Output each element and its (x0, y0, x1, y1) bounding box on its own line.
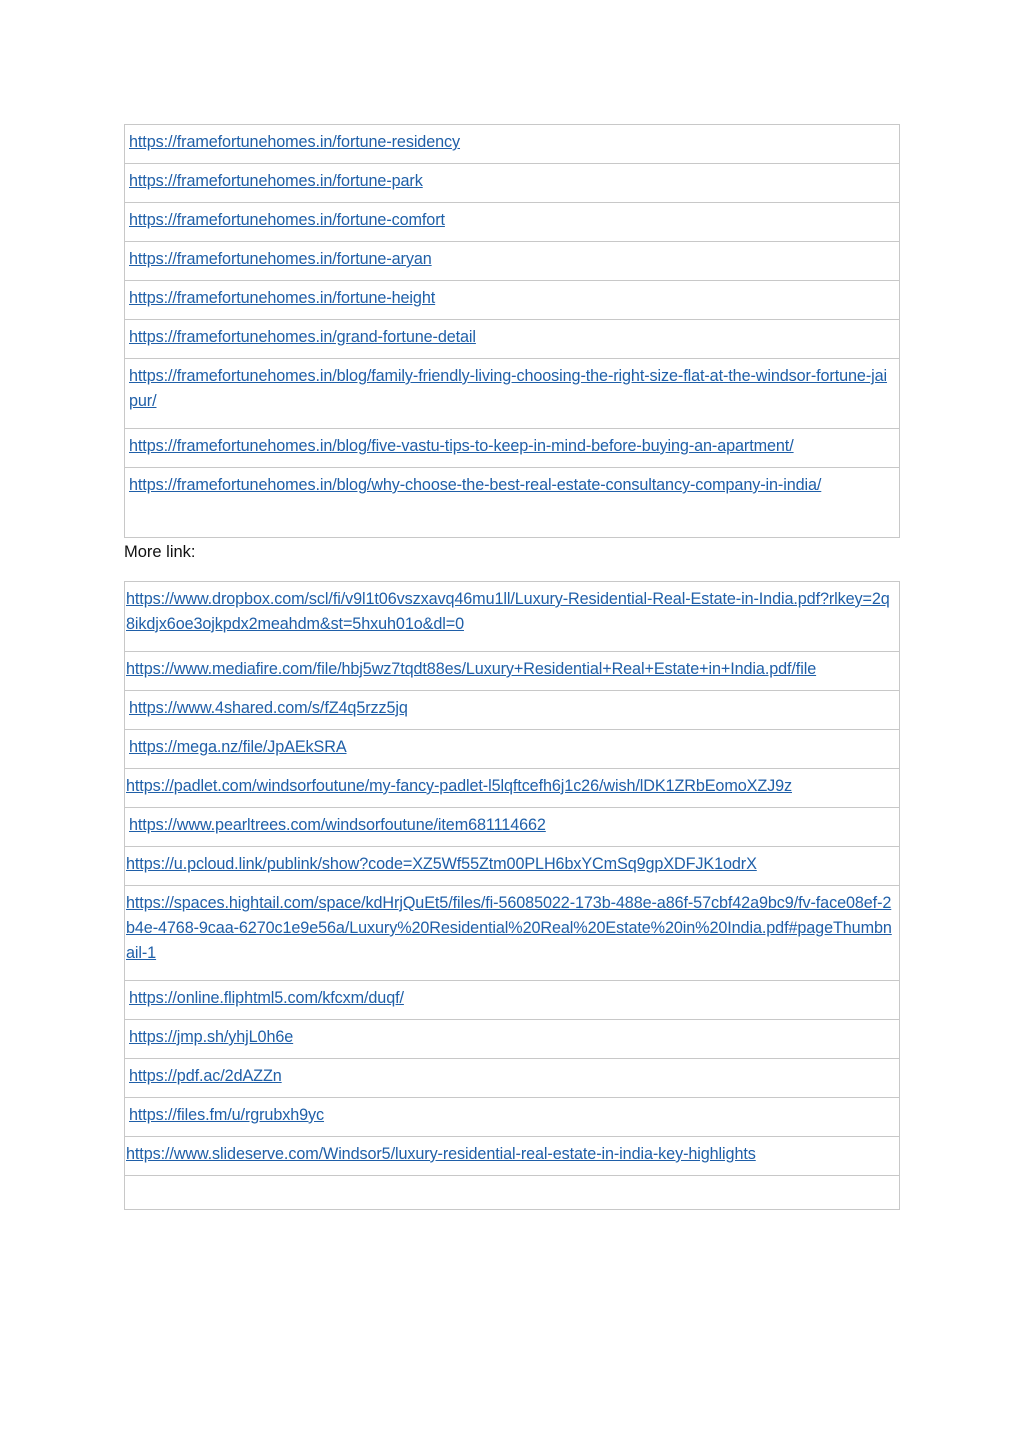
empty-cell (125, 1176, 900, 1210)
link-fortune-park[interactable]: https://framefortunehomes.in/fortune-park (129, 172, 423, 190)
link-slideserve[interactable]: https://www.slideserve.com/Windsor5/luxury-residential-real-estate-in-india-key-highlights (126, 1145, 756, 1163)
table-row (125, 203, 900, 242)
table-row (125, 981, 900, 1020)
link-jmp[interactable]: https://jmp.sh/yhjL0h6e (129, 1028, 294, 1046)
link-pdf-ac[interactable]: https://pdf.ac/2dAZZn (129, 1067, 282, 1085)
link-dropbox[interactable]: https://www.dropbox.com/scl/fi/v9l1t06vszxavq46mu1ll/Luxury-Residential-Real-Estate-in-India.pdf?rlkey=2q8ikdjx6oe3ojkpdx2meahdm&st=5hxuh01o&dl=0 (126, 590, 890, 633)
table-row (125, 582, 900, 652)
table-row (125, 808, 900, 847)
table-row (125, 1176, 900, 1210)
link-mega[interactable]: https://mega.nz/file/JpAEkSRA (129, 738, 347, 756)
link-files-fm[interactable]: https://files.fm/u/rgrubxh9yc (129, 1106, 325, 1124)
table-row (125, 125, 900, 164)
link-pearltrees[interactable]: https://www.pearltrees.com/windsorfoutune/item681114662 (129, 816, 546, 834)
table-row (125, 847, 900, 886)
table-row (125, 730, 900, 769)
table-row (125, 164, 900, 203)
more-link-label: More link: (124, 543, 196, 561)
document-page (124, 124, 900, 1210)
link-4shared[interactable]: https://www.4shared.com/s/fZ4q5rzz5jq (129, 699, 408, 717)
link-blog-five-vastu-tips[interactable]: https://framefortunehomes.in/blog/five-vastu-tips-to-keep-in-mind-before-buying-an-apartment/ (129, 437, 794, 455)
table-row (125, 242, 900, 281)
table-row (125, 281, 900, 320)
link-pcloud[interactable]: https://u.pcloud.link/publink/show?code=XZ5Wf55Ztm00PLH6bxYCmSq9gpXDFJK1odrX (126, 855, 757, 873)
table-row (125, 1137, 900, 1176)
link-fliphtml5[interactable]: https://online.fliphtml5.com/kfcxm/duqf/ (129, 989, 404, 1007)
table-row (125, 1020, 900, 1059)
table-row (125, 691, 900, 730)
link-blog-real-estate-consultancy[interactable]: https://framefortunehomes.in/blog/why-choose-the-best-real-estate-consultancy-company-in-india/ (129, 476, 822, 494)
table-row (125, 320, 900, 359)
link-hightail[interactable]: https://spaces.hightail.com/space/kdHrjQuEt5/files/fi-56085022-173b-488e-a86f-57cbf42a9bc9/fv-face08ef-2b4e-4768-9caa-6270c1e9e56a/Luxury%20Residential%20Real%20Estate%20in%20India.pdf#pageThumbnail-1 (126, 894, 892, 962)
more-links-table (124, 581, 900, 1210)
link-fortune-height[interactable]: https://framefortunehomes.in/fortune-height (129, 289, 436, 307)
link-fortune-residency[interactable]: https://framefortunehomes.in/fortune-residency (129, 133, 461, 151)
table-row (125, 769, 900, 808)
link-padlet[interactable]: https://padlet.com/windsorfoutune/my-fancy-padlet-l5lqftcefh6j1c26/wish/lDK1ZRbEomoXZJ9z (126, 777, 792, 795)
link-grand-fortune-detail[interactable]: https://framefortunehomes.in/grand-fortune-detail (129, 328, 476, 346)
table-row (125, 1098, 900, 1137)
table-row (125, 652, 900, 691)
table-row (125, 886, 900, 981)
link-blog-family-friendly-living[interactable]: https://framefortunehomes.in/blog/family-friendly-living-choosing-the-right-size-flat-at-the-windsor-fortune-jaipur/ (129, 367, 888, 410)
table-row (125, 429, 900, 468)
table-row (125, 468, 900, 538)
primary-links-table (124, 124, 900, 538)
link-fortune-aryan[interactable]: https://framefortunehomes.in/fortune-aryan (129, 250, 432, 268)
link-fortune-comfort[interactable]: https://framefortunehomes.in/fortune-comfort (129, 211, 445, 229)
table-row (125, 1059, 900, 1098)
table-row (125, 359, 900, 429)
link-mediafire[interactable]: https://www.mediafire.com/file/hbj5wz7tqdt88es/Luxury+Residential+Real+Estate+in+India.pdf/file (126, 660, 817, 678)
